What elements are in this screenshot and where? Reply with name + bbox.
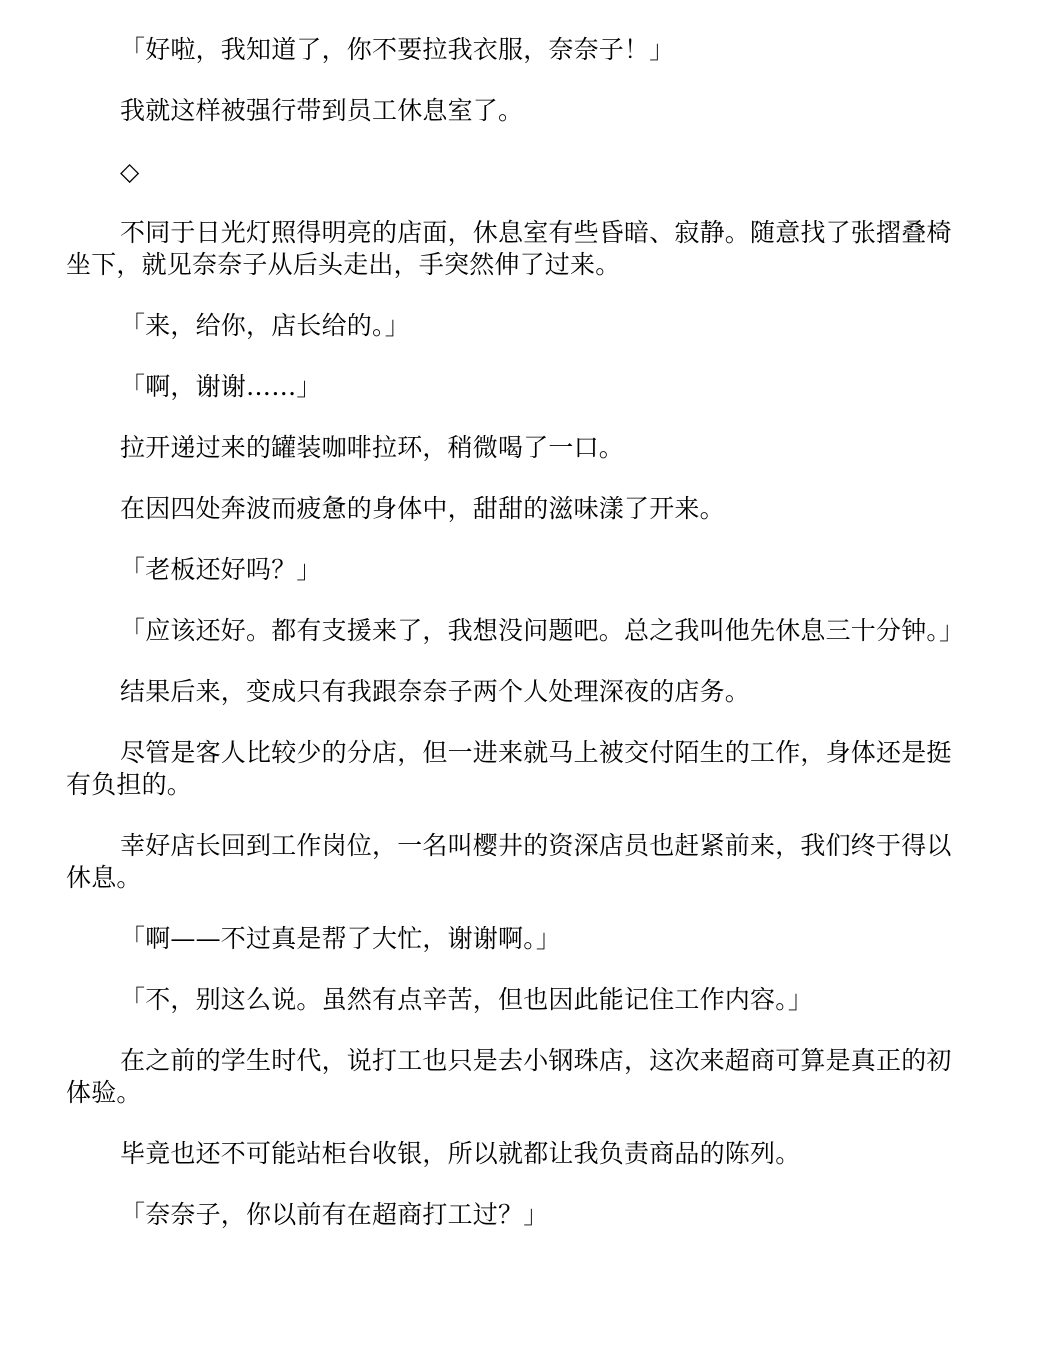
- paragraph: 我就这样被强行带到员工休息室了。: [120, 96, 524, 125]
- paragraph: 结果后来，变成只有我跟奈奈子两个人处理深夜的店务。: [120, 677, 751, 706]
- paragraph: 「来，给你，店长给的。」: [120, 311, 410, 340]
- paragraph: 「老板还好吗？」: [120, 555, 322, 584]
- paragraph: 「好啦，我知道了，你不要拉我衣服，奈奈子！」: [120, 35, 675, 64]
- paragraph: 「奈奈子，你以前有在超商打工过？」: [120, 1200, 549, 1229]
- paragraph: 在之前的学生时代，说打工也只是去小钢珠店，这次来超商可算是真正的初体验。: [66, 1046, 952, 1107]
- paragraph: 尽管是客人比较少的分店，但一进来就马上被交付陌生的工作，身体还是挺有负担的。: [66, 738, 952, 799]
- paragraph: 拉开递过来的罐装咖啡拉环，稍微喝了一口。: [120, 433, 625, 462]
- section-break-diamond: ◇: [120, 157, 140, 186]
- paragraph: 「应该还好。都有支援来了，我想没问题吧。总之我叫他先休息三十分钟。」: [120, 616, 965, 645]
- paragraph: 毕竟也还不可能站柜台收银，所以就都让我负责商品的陈列。: [120, 1139, 801, 1168]
- paragraph: 不同于日光灯照得明亮的店面，休息室有些昏暗、寂静。随意找了张摺叠椅坐下，就见奈奈子从后头走出，手突然伸了过来。: [66, 218, 952, 279]
- paragraph: 幸好店长回到工作岗位，一名叫樱井的资深店员也赶紧前来，我们终于得以休息。: [66, 831, 952, 892]
- paragraph: 「啊——不过真是帮了大忙，谢谢啊。」: [120, 924, 562, 953]
- paragraph: 「啊，谢谢……」: [120, 372, 322, 401]
- paragraph: 「不，别这么说。虽然有点辛苦，但也因此能记住工作内容。」: [120, 985, 814, 1014]
- paragraph: 在因四处奔波而疲惫的身体中，甜甜的滋味漾了开来。: [120, 494, 725, 523]
- document-page: [66, 34, 976, 1260]
